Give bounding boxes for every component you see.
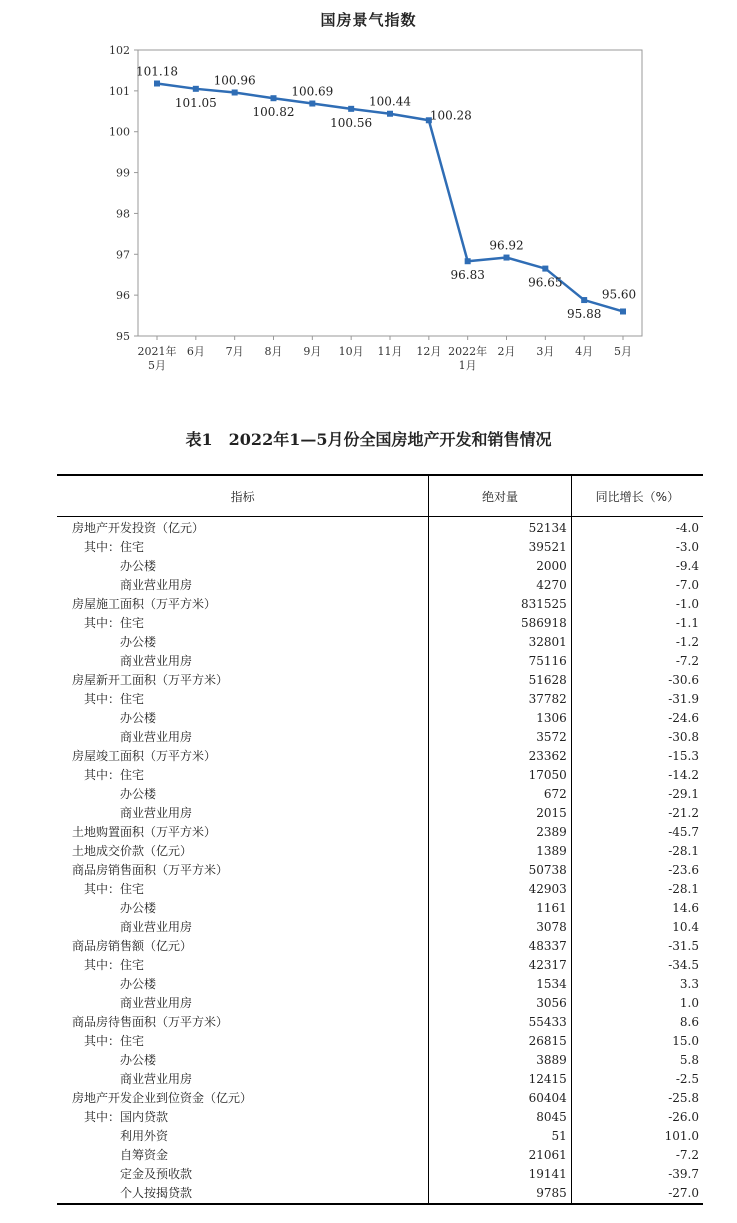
row-value: 32801	[429, 633, 571, 652]
data-point	[465, 258, 471, 264]
table-row	[57, 861, 703, 880]
y-tick-label: 96	[116, 289, 130, 303]
row-label: 办公楼	[120, 977, 157, 991]
table-row	[57, 899, 703, 918]
table-row	[57, 1127, 703, 1146]
row-label: 商品房销售额（亿元）	[72, 939, 193, 953]
row-growth: -3.0	[571, 538, 703, 557]
row-label: 商品房待售面积（万平方米）	[72, 1015, 229, 1029]
table-row	[57, 728, 703, 747]
row-growth: 15.0	[571, 1032, 703, 1051]
row-value: 51	[429, 1127, 571, 1146]
row-label: 房地产开发企业到位资金（亿元）	[72, 1091, 253, 1105]
x-tick-label: 6月	[186, 345, 205, 358]
row-growth: -1.1	[571, 614, 703, 633]
data-label: 100.69	[291, 84, 334, 99]
row-label: 其中：住宅	[84, 616, 145, 630]
data-label: 100.56	[330, 115, 373, 130]
row-growth: -27.0	[571, 1184, 703, 1204]
table-row	[57, 1184, 703, 1204]
row-growth: 8.6	[571, 1013, 703, 1032]
row-growth: -4.0	[571, 517, 703, 539]
row-label: 其中：住宅	[84, 882, 145, 896]
row-value: 39521	[429, 538, 571, 557]
row-label: 其中：住宅	[84, 768, 145, 782]
row-growth: -1.2	[571, 633, 703, 652]
row-growth: -28.1	[571, 880, 703, 899]
data-point	[271, 95, 277, 101]
table-row	[57, 994, 703, 1013]
row-value: 48337	[429, 937, 571, 956]
table-row	[57, 842, 703, 861]
table-row	[57, 690, 703, 709]
header-growth: 同比增长（%）	[571, 475, 703, 517]
chart-title: 国房景气指数	[320, 11, 417, 29]
table-row	[57, 766, 703, 785]
row-growth: -30.8	[571, 728, 703, 747]
row-value: 1534	[429, 975, 571, 994]
row-growth: -2.5	[571, 1070, 703, 1089]
table-row	[57, 956, 703, 975]
y-tick-label: 97	[116, 248, 130, 262]
table-row	[57, 823, 703, 842]
row-value: 19141	[429, 1165, 571, 1184]
table-row	[57, 671, 703, 690]
row-value: 21061	[429, 1146, 571, 1165]
row-growth: -14.2	[571, 766, 703, 785]
row-growth: 10.4	[571, 918, 703, 937]
data-label: 100.96	[213, 73, 256, 88]
data-point	[504, 255, 510, 261]
row-value: 42317	[429, 956, 571, 975]
row-value: 51628	[429, 671, 571, 690]
data-point	[309, 101, 315, 107]
x-tick-label: 4月	[575, 345, 594, 358]
data-point	[387, 111, 393, 117]
table-row	[57, 576, 703, 595]
row-growth: -15.3	[571, 747, 703, 766]
line-chart	[0, 0, 737, 400]
row-growth: -9.4	[571, 557, 703, 576]
row-label: 房屋竣工面积（万平方米）	[72, 749, 217, 763]
row-growth: -7.2	[571, 652, 703, 671]
row-label: 定金及预收款	[120, 1167, 193, 1181]
data-label: 95.60	[601, 287, 637, 302]
row-value: 672	[429, 785, 571, 804]
row-label: 商业营业用房	[120, 730, 193, 744]
row-label: 个人按揭贷款	[57, 1184, 429, 1204]
table-row	[57, 785, 703, 804]
data-point	[232, 89, 238, 95]
table-row	[57, 709, 703, 728]
row-value: 3056	[429, 994, 571, 1013]
data-label: 95.88	[566, 307, 602, 322]
row-value: 26815	[429, 1032, 571, 1051]
y-tick-label: 98	[116, 207, 130, 221]
row-value: 12415	[429, 1070, 571, 1089]
row-value: 1389	[429, 842, 571, 861]
row-value: 50738	[429, 861, 571, 880]
table-row	[57, 975, 703, 994]
row-growth: -1.0	[571, 595, 703, 614]
row-growth: 3.3	[571, 975, 703, 994]
table-row	[57, 1070, 703, 1089]
row-growth: -23.6	[571, 861, 703, 880]
row-label: 其中：住宅	[84, 540, 145, 554]
x-tick-label: 3月	[536, 345, 555, 358]
data-label: 100.44	[369, 94, 411, 109]
row-label: 办公楼	[120, 559, 157, 573]
row-value: 3078	[429, 918, 571, 937]
data-label: 101.18	[136, 64, 178, 79]
row-label: 其中：国内贷款	[84, 1110, 169, 1124]
data-point	[581, 297, 587, 303]
table-row	[57, 517, 703, 539]
table-row	[57, 1032, 703, 1051]
x-tick-label: 8月	[264, 345, 283, 358]
table-row	[57, 538, 703, 557]
row-label: 利用外资	[120, 1129, 169, 1143]
x-tick-label: 5月	[614, 345, 632, 358]
row-growth: -26.0	[571, 1108, 703, 1127]
data-point	[348, 106, 354, 112]
data-label: 96.92	[489, 238, 524, 253]
table-row	[57, 595, 703, 614]
row-value: 831525	[429, 595, 571, 614]
table-row	[57, 652, 703, 671]
table-row	[57, 633, 703, 652]
data-point	[193, 86, 199, 92]
row-label: 商业营业用房	[120, 578, 193, 592]
row-growth: -7.2	[571, 1146, 703, 1165]
table-row	[57, 747, 703, 766]
row-growth: 5.8	[571, 1051, 703, 1070]
row-growth: -31.9	[571, 690, 703, 709]
data-label: 100.28	[429, 108, 472, 123]
table-row	[57, 937, 703, 956]
y-tick-label: 101	[109, 84, 130, 98]
row-growth: -45.7	[571, 823, 703, 842]
row-label: 自筹资金	[120, 1148, 169, 1162]
table-row	[57, 1089, 703, 1108]
row-growth: -29.1	[571, 785, 703, 804]
x-tick-label: 2月	[497, 345, 516, 358]
row-label: 办公楼	[120, 711, 157, 725]
data-label: 100.82	[252, 105, 295, 120]
data-label: 96.65	[528, 275, 563, 290]
row-value: 9785	[429, 1184, 571, 1204]
row-label: 其中：住宅	[84, 692, 145, 706]
row-growth: -7.0	[571, 576, 703, 595]
row-value: 55433	[429, 1013, 571, 1032]
row-value: 586918	[429, 614, 571, 633]
row-value: 2389	[429, 823, 571, 842]
row-label: 房地产开发投资（亿元）	[72, 521, 205, 535]
table-row	[57, 557, 703, 576]
row-label: 商业营业用房	[120, 996, 193, 1010]
row-value: 8045	[429, 1108, 571, 1127]
y-tick-label: 95	[116, 330, 130, 343]
row-label: 商业营业用房	[120, 1072, 193, 1086]
row-growth: -30.6	[571, 671, 703, 690]
row-label: 商业营业用房	[120, 920, 193, 934]
row-value: 60404	[429, 1089, 571, 1108]
row-value: 23362	[429, 747, 571, 766]
row-growth: -31.5	[571, 937, 703, 956]
row-value: 37782	[429, 690, 571, 709]
row-label: 土地购置面积（万平方米）	[72, 825, 217, 839]
table-row	[57, 1051, 703, 1070]
table-row	[57, 1165, 703, 1184]
table-row	[57, 1013, 703, 1032]
x-tick-label: 11月	[377, 345, 403, 358]
row-value: 52134	[429, 517, 571, 539]
row-label: 商业营业用房	[120, 806, 193, 820]
row-growth: 14.6	[571, 899, 703, 918]
x-tick-label: 10月	[338, 345, 364, 358]
x-tick-label: 9月	[303, 345, 322, 358]
table-header-row	[57, 475, 703, 517]
data-point	[542, 266, 548, 272]
row-value: 2015	[429, 804, 571, 823]
table-row	[57, 614, 703, 633]
data-label: 101.05	[174, 95, 217, 110]
table-row	[57, 918, 703, 937]
row-label: 办公楼	[120, 787, 157, 801]
row-label: 房屋施工面积（万平方米）	[72, 597, 217, 611]
y-tick-label: 100	[109, 125, 130, 139]
row-growth: -24.6	[571, 709, 703, 728]
row-value: 42903	[429, 880, 571, 899]
header-indicator: 指标	[57, 475, 429, 517]
row-label: 办公楼	[120, 1053, 157, 1067]
row-value: 1161	[429, 899, 571, 918]
y-tick-label: 99	[116, 166, 130, 180]
data-label: 96.83	[450, 268, 485, 283]
row-value: 1306	[429, 709, 571, 728]
x-tick-label: 2022年 1月	[448, 345, 488, 372]
table-row	[57, 1146, 703, 1165]
row-label: 其中：住宅	[84, 958, 145, 972]
row-growth: 101.0	[571, 1127, 703, 1146]
row-growth: -25.8	[571, 1089, 703, 1108]
header-absolute: 绝对量	[429, 475, 571, 517]
x-tick-label: 12月	[416, 345, 442, 358]
data-point	[154, 81, 160, 87]
row-label: 其中：住宅	[84, 1034, 145, 1048]
table-row	[57, 880, 703, 899]
table-title: 表1 2022年1—5月份全国房地产开发和销售情况	[185, 430, 552, 449]
plot-frame	[138, 50, 642, 336]
x-tick-label: 7月	[225, 345, 244, 358]
row-growth: -39.7	[571, 1165, 703, 1184]
row-growth: -21.2	[571, 804, 703, 823]
data-table	[57, 474, 703, 1205]
row-value: 17050	[429, 766, 571, 785]
row-value: 4270	[429, 576, 571, 595]
row-label: 商品房销售面积（万平方米）	[72, 863, 229, 877]
row-label: 土地成交价款（亿元）	[72, 844, 193, 858]
table-row	[57, 804, 703, 823]
data-point	[620, 308, 626, 314]
row-label: 房屋新开工面积（万平方米）	[72, 673, 229, 687]
row-growth: 1.0	[571, 994, 703, 1013]
row-value: 3889	[429, 1051, 571, 1070]
row-label: 办公楼	[120, 635, 157, 649]
row-label: 商业营业用房	[120, 654, 193, 668]
x-tick-label: 2021年 5月	[137, 345, 177, 372]
row-growth: -34.5	[571, 956, 703, 975]
row-growth: -28.1	[571, 842, 703, 861]
table-row	[57, 1108, 703, 1127]
row-value: 2000	[429, 557, 571, 576]
row-value: 3572	[429, 728, 571, 747]
row-label: 办公楼	[120, 901, 157, 915]
y-tick-label: 102	[109, 44, 130, 57]
row-value: 75116	[429, 652, 571, 671]
